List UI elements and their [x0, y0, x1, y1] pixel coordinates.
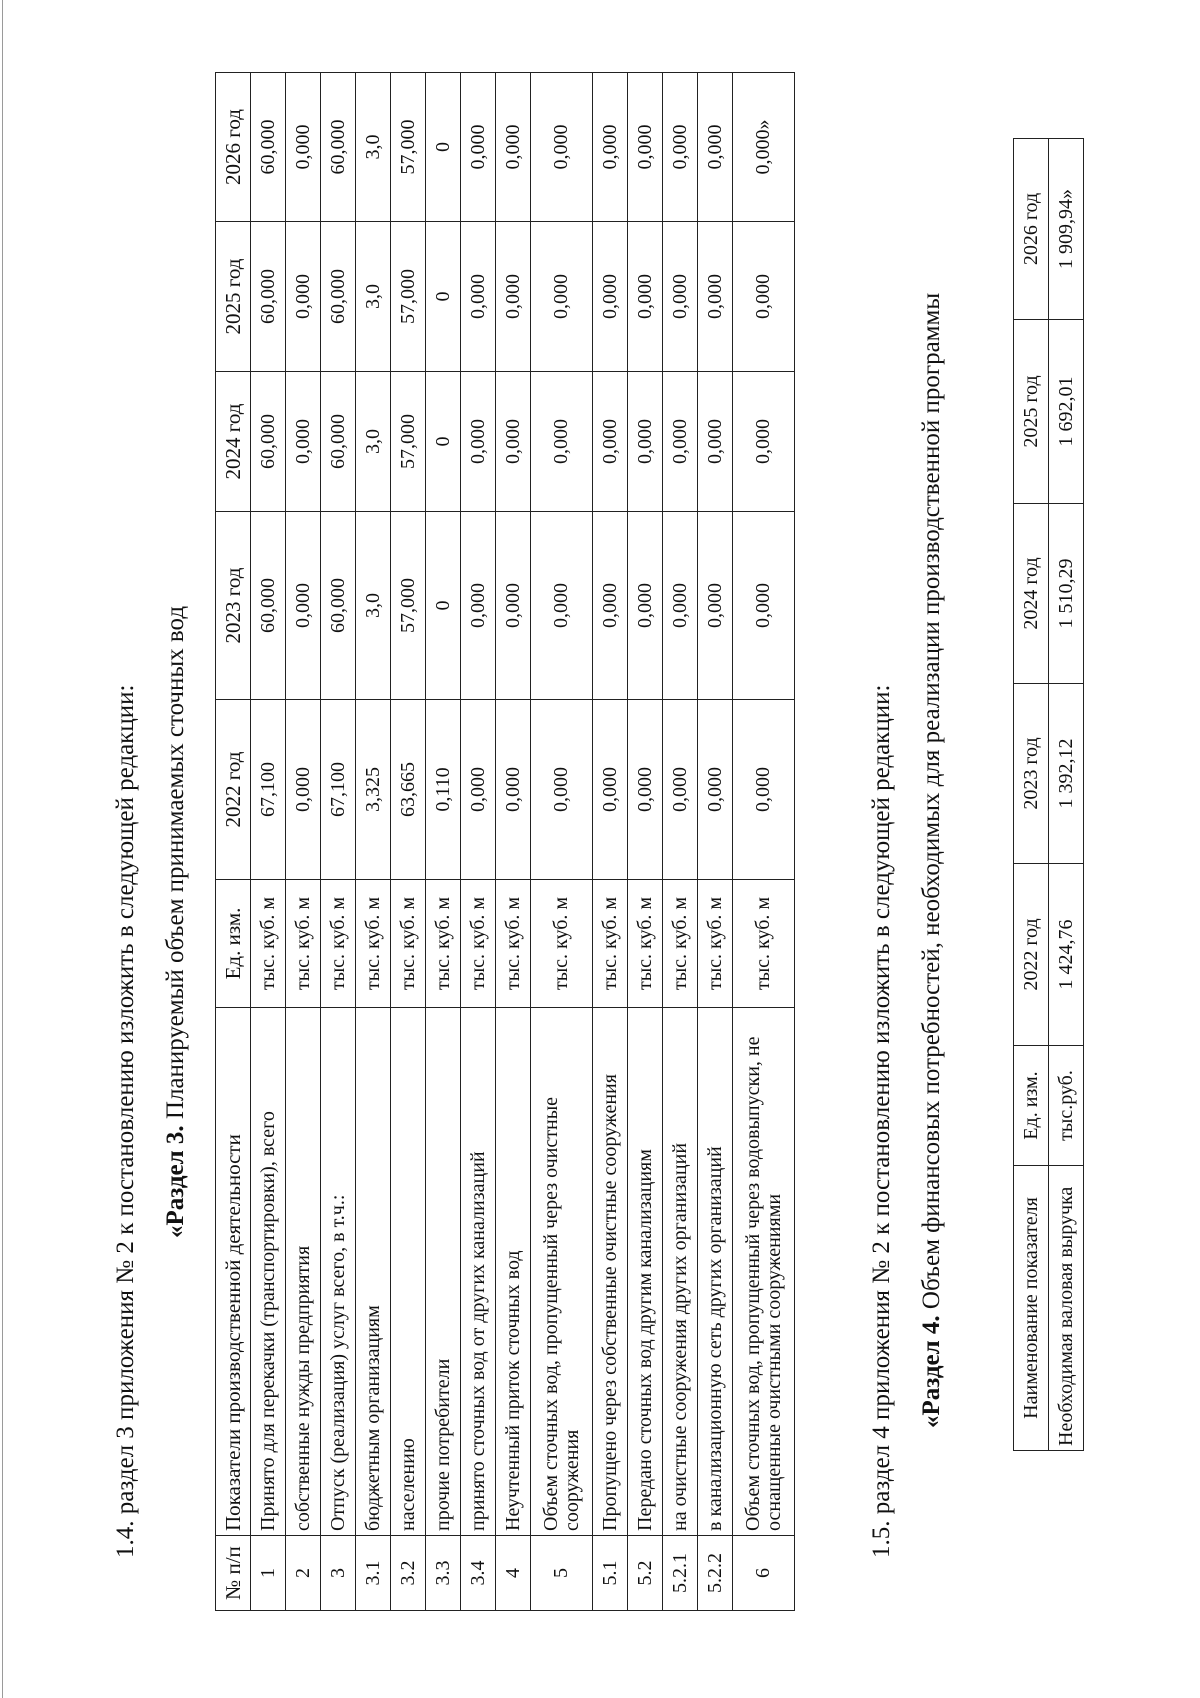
unit-cell: тыс.руб. [1049, 1046, 1084, 1166]
value-cell: 0,000 [593, 512, 628, 700]
table-4-header-cell: Ед. изм. [1014, 1046, 1049, 1166]
value-cell: 0,000 [286, 700, 321, 880]
value-cell: 0,000 [663, 512, 698, 700]
wastewater-volume-table [215, 72, 795, 1611]
table-row [1049, 139, 1084, 1451]
value-cell: 0,000 [663, 73, 698, 222]
value-cell: 0,000 [698, 512, 733, 700]
table-3-header-cell: 2022 год [216, 700, 251, 880]
unit-cell: тыс. куб. м [426, 880, 461, 1008]
section-4-heading [918, 293, 946, 1428]
table-row [426, 73, 461, 1611]
row-number: 5.1 [593, 1536, 628, 1611]
table-row [663, 73, 698, 1611]
value-cell: 0,000 [286, 372, 321, 512]
indicator-name: Передано сточных вод другим канализациям [628, 1008, 663, 1536]
value-cell: 3,0 [356, 372, 391, 512]
row-number: 5.2.1 [663, 1536, 698, 1611]
financial-needs-table [1013, 138, 1084, 1451]
value-cell: 67,100 [251, 700, 286, 880]
value-cell: 57,000 [391, 73, 426, 222]
value-cell: 0,000 [698, 700, 733, 880]
value-cell: 0,000 [733, 372, 795, 512]
value-cell: 60,000 [251, 73, 286, 222]
value-cell: 3,0 [356, 73, 391, 222]
unit-cell: тыс. куб. м [628, 880, 663, 1008]
value-cell: 0 [426, 372, 461, 512]
row-number: 5.2 [628, 1536, 663, 1611]
value-cell: 60,000 [321, 372, 356, 512]
table-row [698, 73, 733, 1611]
value-cell: 0,000 [628, 700, 663, 880]
table-row [251, 73, 286, 1611]
table-row [321, 73, 356, 1611]
value-cell: 0,000 [733, 222, 795, 372]
indicator-name: населению [391, 1008, 426, 1536]
value-cell: 0,000 [733, 512, 795, 700]
paragraph-1-5: 1.5. раздел 4 приложения № 2 к постановлению изложить в следующей редакции: [868, 684, 895, 1558]
indicator-name: собственные нужды предприятия [286, 1008, 321, 1536]
table-3-header-cell: № п/п [216, 1536, 251, 1611]
table-row [496, 73, 531, 1611]
section-3-title-rest: Планируемый объем принимаемых сточных вод [162, 605, 189, 1126]
unit-cell: тыс. куб. м [356, 880, 391, 1008]
value-cell: 0,000 [496, 700, 531, 880]
table-3-header-cell: Ед. изм. [216, 880, 251, 1008]
value-cell: 0,000 [286, 73, 321, 222]
table-row [733, 73, 795, 1611]
value-cell: 0,000 [531, 512, 593, 700]
value-cell: 63,665 [391, 700, 426, 880]
value-cell: 0 [426, 512, 461, 700]
indicator-name: в канализационную сеть других организаций [698, 1008, 733, 1536]
value-cell: 60,000 [251, 372, 286, 512]
value-cell: 0,110 [426, 700, 461, 880]
value-cell: 0,000 [663, 372, 698, 512]
indicator-name: Необходимая валовая выручка [1049, 1166, 1084, 1451]
indicator-name: принято сточных вод от других канализаций [461, 1008, 496, 1536]
value-cell: 0,000 [663, 700, 698, 880]
unit-cell: тыс. куб. м [698, 880, 733, 1008]
value-cell: 0,000 [496, 372, 531, 512]
value-cell: 0,000 [698, 73, 733, 222]
value-cell: 0 [426, 73, 461, 222]
value-cell: 1 692,01 [1049, 320, 1084, 504]
value-cell: 0,000 [628, 512, 663, 700]
row-number: 3.1 [356, 1536, 391, 1611]
row-number: 6 [733, 1536, 795, 1611]
value-cell: 0,000 [593, 222, 628, 372]
unit-cell: тыс. куб. м [733, 880, 795, 1008]
unit-cell: тыс. куб. м [531, 880, 593, 1008]
value-cell: 0,000 [698, 372, 733, 512]
row-number: 2 [286, 1536, 321, 1611]
table-3-header-cell: Показатели производственной деятельности [216, 1008, 251, 1536]
value-cell: 60,000 [251, 512, 286, 700]
table-row [391, 73, 426, 1611]
row-number: 5.2.2 [698, 1536, 733, 1611]
row-number: 5 [531, 1536, 593, 1611]
value-cell: 0,000 [628, 73, 663, 222]
table-3-header-cell: 2025 год [216, 222, 251, 372]
unit-cell: тыс. куб. м [251, 880, 286, 1008]
value-cell: 1 424,76 [1049, 864, 1084, 1046]
table-row [628, 73, 663, 1611]
table-3-header-row [216, 73, 251, 1611]
table-row [531, 73, 593, 1611]
value-cell: 0,000 [593, 372, 628, 512]
value-cell: 0,000 [286, 512, 321, 700]
table-3-header-cell: 2023 год [216, 512, 251, 700]
indicator-name: Объем сточных вод, пропущенный через водовыпуски, не оснащенные очистными сооружениями [733, 1008, 795, 1536]
value-cell: 0,000 [286, 222, 321, 372]
value-cell: 1 392,12 [1049, 684, 1084, 864]
value-cell: 1 510,29 [1049, 504, 1084, 684]
value-cell: 57,000 [391, 222, 426, 372]
unit-cell: тыс. куб. м [496, 880, 531, 1008]
table-3-header-cell: 2024 год [216, 372, 251, 512]
value-cell: 60,000 [321, 73, 356, 222]
unit-cell: тыс. куб. м [391, 880, 426, 1008]
row-number: 1 [251, 1536, 286, 1611]
unit-cell: тыс. куб. м [286, 880, 321, 1008]
table-row [461, 73, 496, 1611]
value-cell: 0,000» [733, 73, 795, 222]
value-cell: 60,000 [251, 222, 286, 372]
unit-cell: тыс. куб. м [663, 880, 698, 1008]
row-number: 3.2 [391, 1536, 426, 1611]
table-4-header-cell: 2023 год [1014, 684, 1049, 864]
value-cell: 60,000 [321, 512, 356, 700]
table-row [286, 73, 321, 1611]
row-number: 3 [321, 1536, 356, 1611]
indicator-name: Пропущено через собственные очистные сооружения [593, 1008, 628, 1536]
value-cell: 0 [426, 222, 461, 372]
indicator-name: прочие потребители [426, 1008, 461, 1536]
table-4-header-cell: 2022 год [1014, 864, 1049, 1046]
table-row [356, 73, 391, 1611]
value-cell: 0,000 [531, 222, 593, 372]
value-cell: 0,000 [461, 512, 496, 700]
row-number: 3.3 [426, 1536, 461, 1611]
row-number: 4 [496, 1536, 531, 1611]
value-cell: 3,0 [356, 512, 391, 700]
unit-cell: тыс. куб. м [593, 880, 628, 1008]
section-3-heading [162, 606, 190, 1238]
indicator-name: Отпуск (реализация) услуг всего, в т.ч.: [321, 1008, 356, 1536]
unit-cell: тыс. куб. м [461, 880, 496, 1008]
value-cell: 0,000 [531, 73, 593, 222]
section-4-title-rest: Объем финансовых потребностей, необходимых для реализации производственной программы [918, 292, 945, 1316]
value-cell: 0,000 [531, 700, 593, 880]
table-4-header-cell: 2025 год [1014, 320, 1049, 504]
section-3-title-bold: «Раздел 3. [162, 1125, 189, 1238]
indicator-name: бюджетным организациям [356, 1008, 391, 1536]
value-cell: 0,000 [628, 372, 663, 512]
table-4-header-cell: Наименование показателя [1014, 1166, 1049, 1451]
value-cell: 0,000 [733, 700, 795, 880]
value-cell: 0,000 [531, 372, 593, 512]
value-cell: 0,000 [461, 73, 496, 222]
value-cell: 0,000 [496, 73, 531, 222]
table-4-header-row [1014, 139, 1049, 1451]
value-cell: 0,000 [461, 372, 496, 512]
table-4-header-cell: 2026 год [1014, 139, 1049, 320]
indicator-name: на очистные сооружения других организаций [663, 1008, 698, 1536]
indicator-name: Неучтенный приток сточных вод [496, 1008, 531, 1536]
indicator-name: Объем сточных вод, пропущенный через очистные сооружения [531, 1008, 593, 1536]
value-cell: 0,000 [496, 222, 531, 372]
value-cell: 57,000 [391, 512, 426, 700]
value-cell: 0,000 [663, 222, 698, 372]
value-cell: 3,0 [356, 222, 391, 372]
table-row [593, 73, 628, 1611]
value-cell: 3,325 [356, 700, 391, 880]
value-cell: 1 909,94» [1049, 139, 1084, 320]
indicator-name: Принято для перекачки (транспортировки), всего [251, 1008, 286, 1536]
value-cell: 57,000 [391, 372, 426, 512]
value-cell: 67,100 [321, 700, 356, 880]
value-cell: 0,000 [461, 222, 496, 372]
table-3-header-cell: 2026 год [216, 73, 251, 222]
value-cell: 0,000 [461, 700, 496, 880]
paragraph-1-4: 1.4. раздел 3 приложения № 2 к постановлению изложить в следующей редакции: [112, 684, 139, 1558]
value-cell: 0,000 [496, 512, 531, 700]
value-cell: 60,000 [321, 222, 356, 372]
value-cell: 0,000 [593, 700, 628, 880]
value-cell: 0,000 [628, 222, 663, 372]
section-4-title-bold: «Раздел 4. [918, 1315, 945, 1428]
value-cell: 0,000 [698, 222, 733, 372]
table-4-header-cell: 2024 год [1014, 504, 1049, 684]
value-cell: 0,000 [593, 73, 628, 222]
unit-cell: тыс. куб. м [321, 880, 356, 1008]
row-number: 3.4 [461, 1536, 496, 1611]
